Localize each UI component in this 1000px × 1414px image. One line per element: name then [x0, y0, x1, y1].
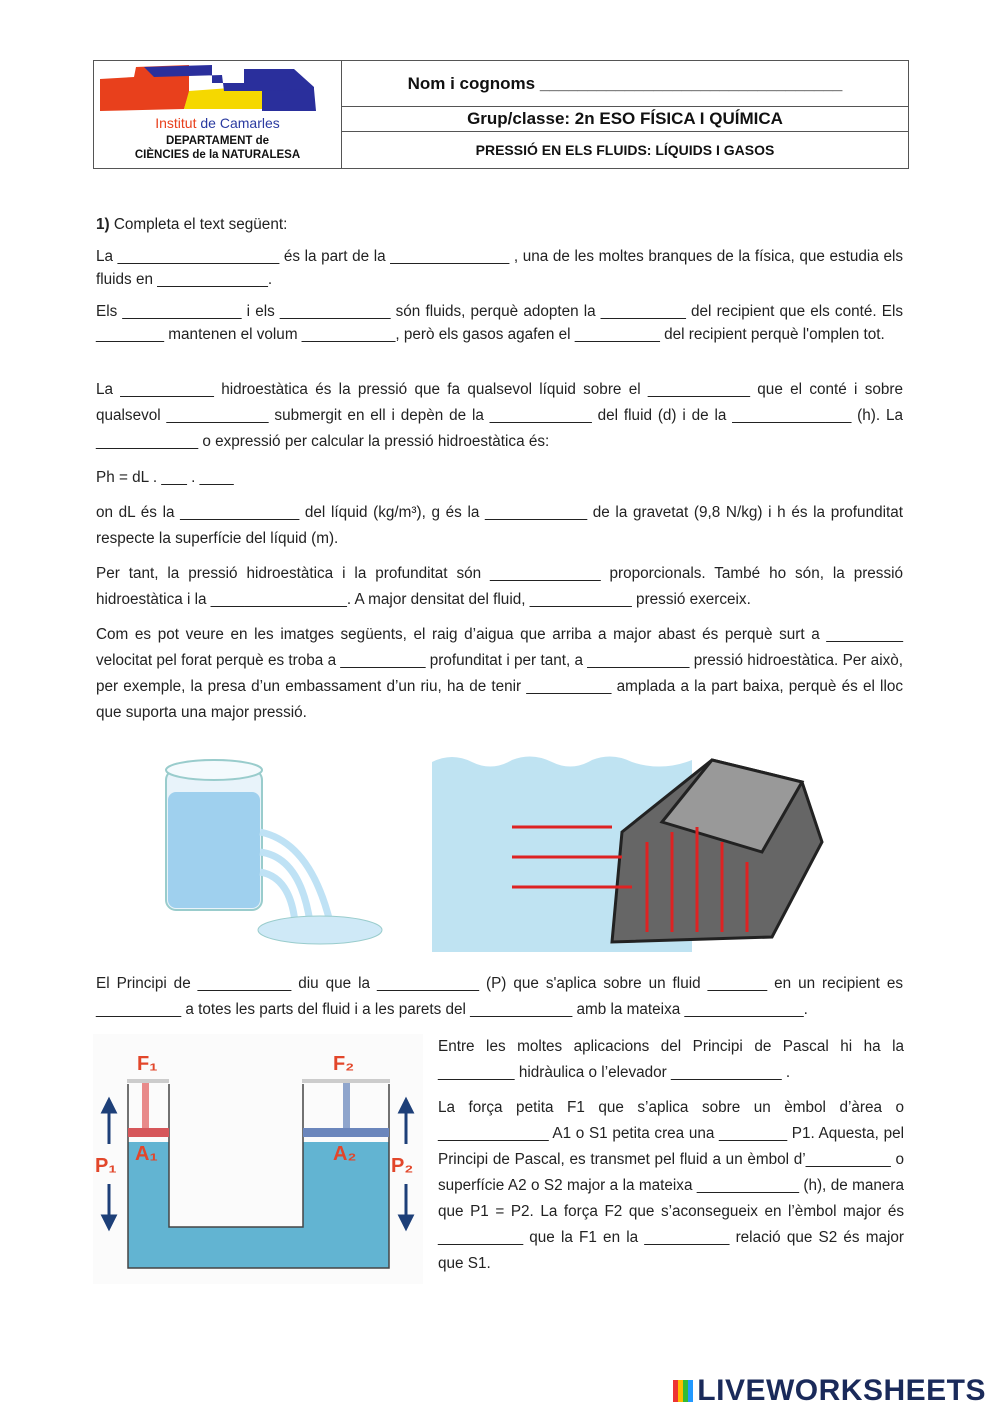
paragraph-3[interactable]: La ___________ hidroestàtica és la pressió que fa qualsevol líquid sobre el ____________ que el conté i sobre qualsevol ____________ submergit en ell i depèn de la ____________ del fluid (d) i de la ______________ (h). La ____________ o expressió per calcular la pressió hidroestàtica és:	[96, 381, 903, 450]
topic-title: PRESSIÓ EN ELS FLUIDS: LÍQUIDS I GASOS	[475, 142, 775, 158]
dam-pressure-image	[432, 752, 827, 952]
name-field[interactable]: Nom i cognoms ________________________________	[342, 61, 908, 107]
label-p2: P₂	[391, 1155, 414, 1177]
department-name: DEPARTAMENT de CIÈNCIES de la NATURALESA	[134, 135, 301, 161]
formula-line[interactable]: Ph = dL . ___ . ____	[96, 469, 234, 486]
group-label: Grup/classe: 2n ESO FÍSICA I QUÍMICA	[342, 107, 908, 132]
paragraph-4[interactable]: on dL és la ______________ del líquid (kg/m³), g és la ____________ de la gravetat (9,8 N/kg) i h és la profunditat respecte la superfície del líquid (m).	[96, 504, 903, 547]
paragraph-6[interactable]: Com es pot veure en les imatges següents, el raig d’aigua que arriba a major abast és perquè surt a _________ velocitat pel forat perquè es troba a __________ profunditat i per tant, a ____________ pressió hidroestàtica. Per això, per exemple, la presa d’un embassament d’un riu, ha de tenir __________ amplada a la part baixa, perquè és el lloc que suporta una major pressió.	[96, 626, 903, 721]
paragraph-5[interactable]: Per tant, la pressió hidroestàtica i la profunditat són _____________ proporcionals. També ho són, la pressió hidroestàtica i la ________________. A major densitat del fluid, ____________ pressió exerceix.	[96, 565, 903, 608]
exercise-heading: 1) Completa el text següent:	[96, 216, 288, 233]
label-f2: F₂	[333, 1053, 355, 1075]
right-paragraph-2[interactable]: La força petita F1 que s’aplica sobre un èmbol d’àrea o _____________ A1 o S1 petita crea una ________ P1. Aquesta, pel Principi de Pascal, es transmet pel fluid a un èmbol d’__________ o superfície A2 o S2 major a la mateixa ____________ (h), de manera que P1 = P2. La força F2 que s’aconsegueix en l’èmbol major és __________ que la F1 en la __________ relació que S2 és major que S1.	[438, 1099, 904, 1272]
header-table	[93, 60, 909, 169]
label-p1: P₁	[95, 1155, 117, 1177]
right-paragraph-1[interactable]: Entre les moltes aplicacions del Principi de Pascal hi ha la _________ hidràulica o l’elevador _____________ .	[438, 1038, 904, 1081]
school-logo	[94, 61, 342, 168]
liveworksheets-logo-icon	[673, 1380, 693, 1402]
label-a2: A₂	[333, 1143, 357, 1165]
paragraph-7[interactable]: El Principi de ___________ diu que la ____________ (P) que s'aplica sobre un fluid _______ en un recipient es __________ a totes les parts del fluid i a les parets del ____________ amb la mateixa ______________.	[96, 975, 903, 1018]
paragraph-2[interactable]: Els ______________ i els _____________ són fluids, perquè adopten la __________ del recipient que els conté. Els ________ mantenen el volum ___________, però els gasos agafen el __________ del recipient perquè l'omplen tot.	[96, 303, 903, 343]
logo-graphic-icon	[94, 61, 341, 115]
hydraulic-press-diagram	[93, 1034, 423, 1284]
school-name: Institut de Camarles	[155, 115, 280, 131]
label-f1: F₁	[137, 1053, 158, 1075]
water-jet-glass-image	[160, 752, 400, 952]
label-a1: A₁	[135, 1143, 158, 1165]
paragraph-1[interactable]: La ___________________ és la part de la ______________ , una de les moltes branques de la física, que estudia els fluids en _____________.	[96, 248, 903, 288]
liveworksheets-watermark: LIVEWORKSHEETS	[673, 1374, 986, 1408]
